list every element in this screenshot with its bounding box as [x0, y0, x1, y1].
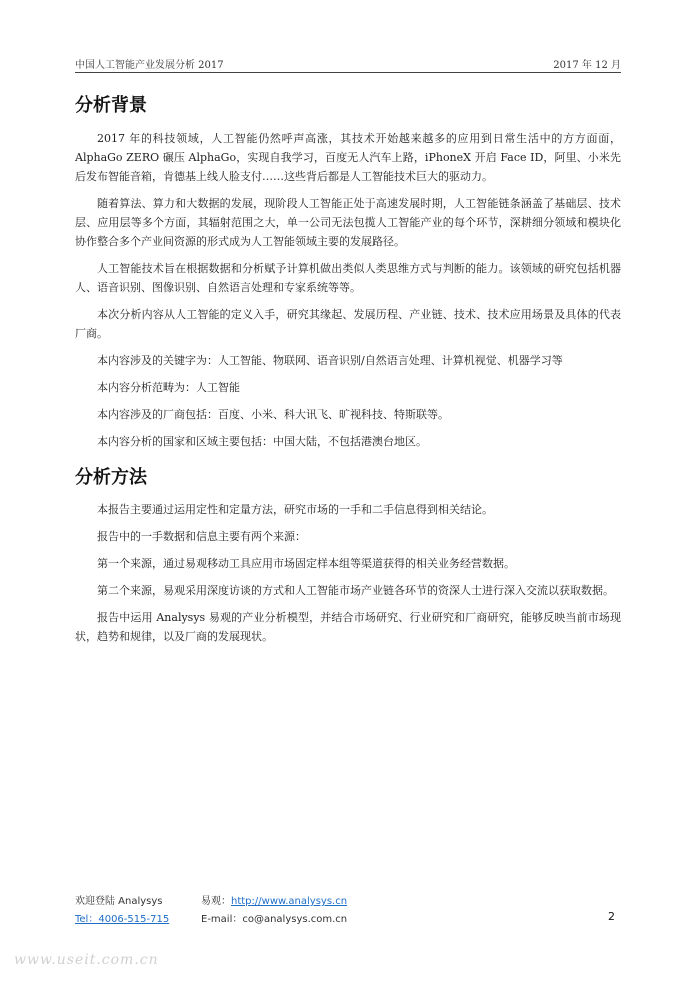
paragraph: 本内容分析范畴为：人工智能 — [97, 381, 240, 394]
footer-website-label: 易观： — [201, 896, 231, 907]
section-method-body — [75, 500, 621, 654]
paragraph: 第二个来源，易观采用深度访谈的方式和人工智能市场产业链各环节的资深人士进行深入交流以获取数据。 — [97, 584, 614, 597]
footer-welcome: 欢迎登陆 Analysys — [75, 896, 163, 907]
footer-row-1 — [75, 892, 621, 906]
paragraph: 2017 年的科技领域，人工智能仍然呼声高涨，其技术开始越来越多的应用到日常生活中的方方面面， AlphaGo ZERO 碾压 AlphaGo，实现自我学习，百度无人汽车上路，iPhoneX 开启 Face ID，阿里、小米先后发布智能音箱，肯德基上线人脸支付……这些背后都是人工智能技术巨大的驱动力。 — [75, 132, 621, 183]
section-title-method: 分析方法 — [75, 467, 147, 488]
paragraph: 本内容涉及的关键字为：人工智能、物联网、语音识别/自然语言处理、计算机视觉、机器学习等 — [97, 354, 563, 367]
page-footer — [75, 892, 621, 932]
paragraph: 第一个来源，通过易观移动工具应用市场固定样本组等渠道获得的相关业务经营数据。 — [97, 557, 515, 570]
phone-link[interactable]: Tel：4006-515-715 — [75, 914, 170, 925]
paragraph: 本内容涉及的厂商包括：百度、小米、科大讯飞、旷视科技、特斯联等。 — [97, 408, 449, 421]
paragraph: 随着算法、算力和大数据的发展，现阶段人工智能正处于高速发展时期，人工智能链条涵盖了基础层、技术层、应用层等多个方面，其辐射范围之大，单一公司无法包揽人工智能产业的每个环节，深耕细分领域和模块化协作整合多个产业间资源的形式成为人工智能领域主要的发展路径。 — [75, 197, 621, 248]
section-title-background: 分析背景 — [75, 95, 147, 116]
section-background-body — [75, 129, 621, 459]
footer-email: E-mail：co@analysys.com.cn — [201, 914, 348, 925]
footer-row-2 — [75, 910, 621, 924]
paragraph: 报告中的一手数据和信息主要有两个来源： — [97, 530, 306, 543]
paragraph: 本次分析内容从人工智能的定义入手，研究其缘起、发展历程、产业链、技术、技术应用场景及具体的代表厂商。 — [75, 308, 621, 340]
page-header — [75, 54, 621, 73]
watermark: www.useit.com.cn — [14, 952, 159, 968]
paragraph: 报告中运用 Analysys 易观的产业分析模型，并结合市场研究、行业研究和厂商研究，能够反映当前市场现状，趋势和规律，以及厂商的发展现状。 — [75, 611, 621, 643]
paragraph: 本报告主要通过运用定性和定量方法，研究市场的一手和二手信息得到相关结论。 — [97, 503, 493, 516]
website-link[interactable]: http://www.analysys.cn — [231, 896, 348, 907]
paragraph: 本内容分析的国家和区域主要包括：中国大陆，不包括港澳台地区。 — [97, 435, 427, 448]
paragraph: 人工智能技术旨在根据数据和分析赋予计算机做出类似人类思维方式与判断的能力。该领域的研究包括机器人、语音识别、图像识别、自然语言处理和专家系统等等。 — [75, 262, 621, 294]
page-number: 2 — [608, 910, 615, 923]
header-report-title: 中国人工智能产业发展分析 2017 — [75, 60, 224, 71]
footer-website — [201, 892, 347, 907]
header-date: 2017 年 12 月 — [553, 60, 621, 71]
